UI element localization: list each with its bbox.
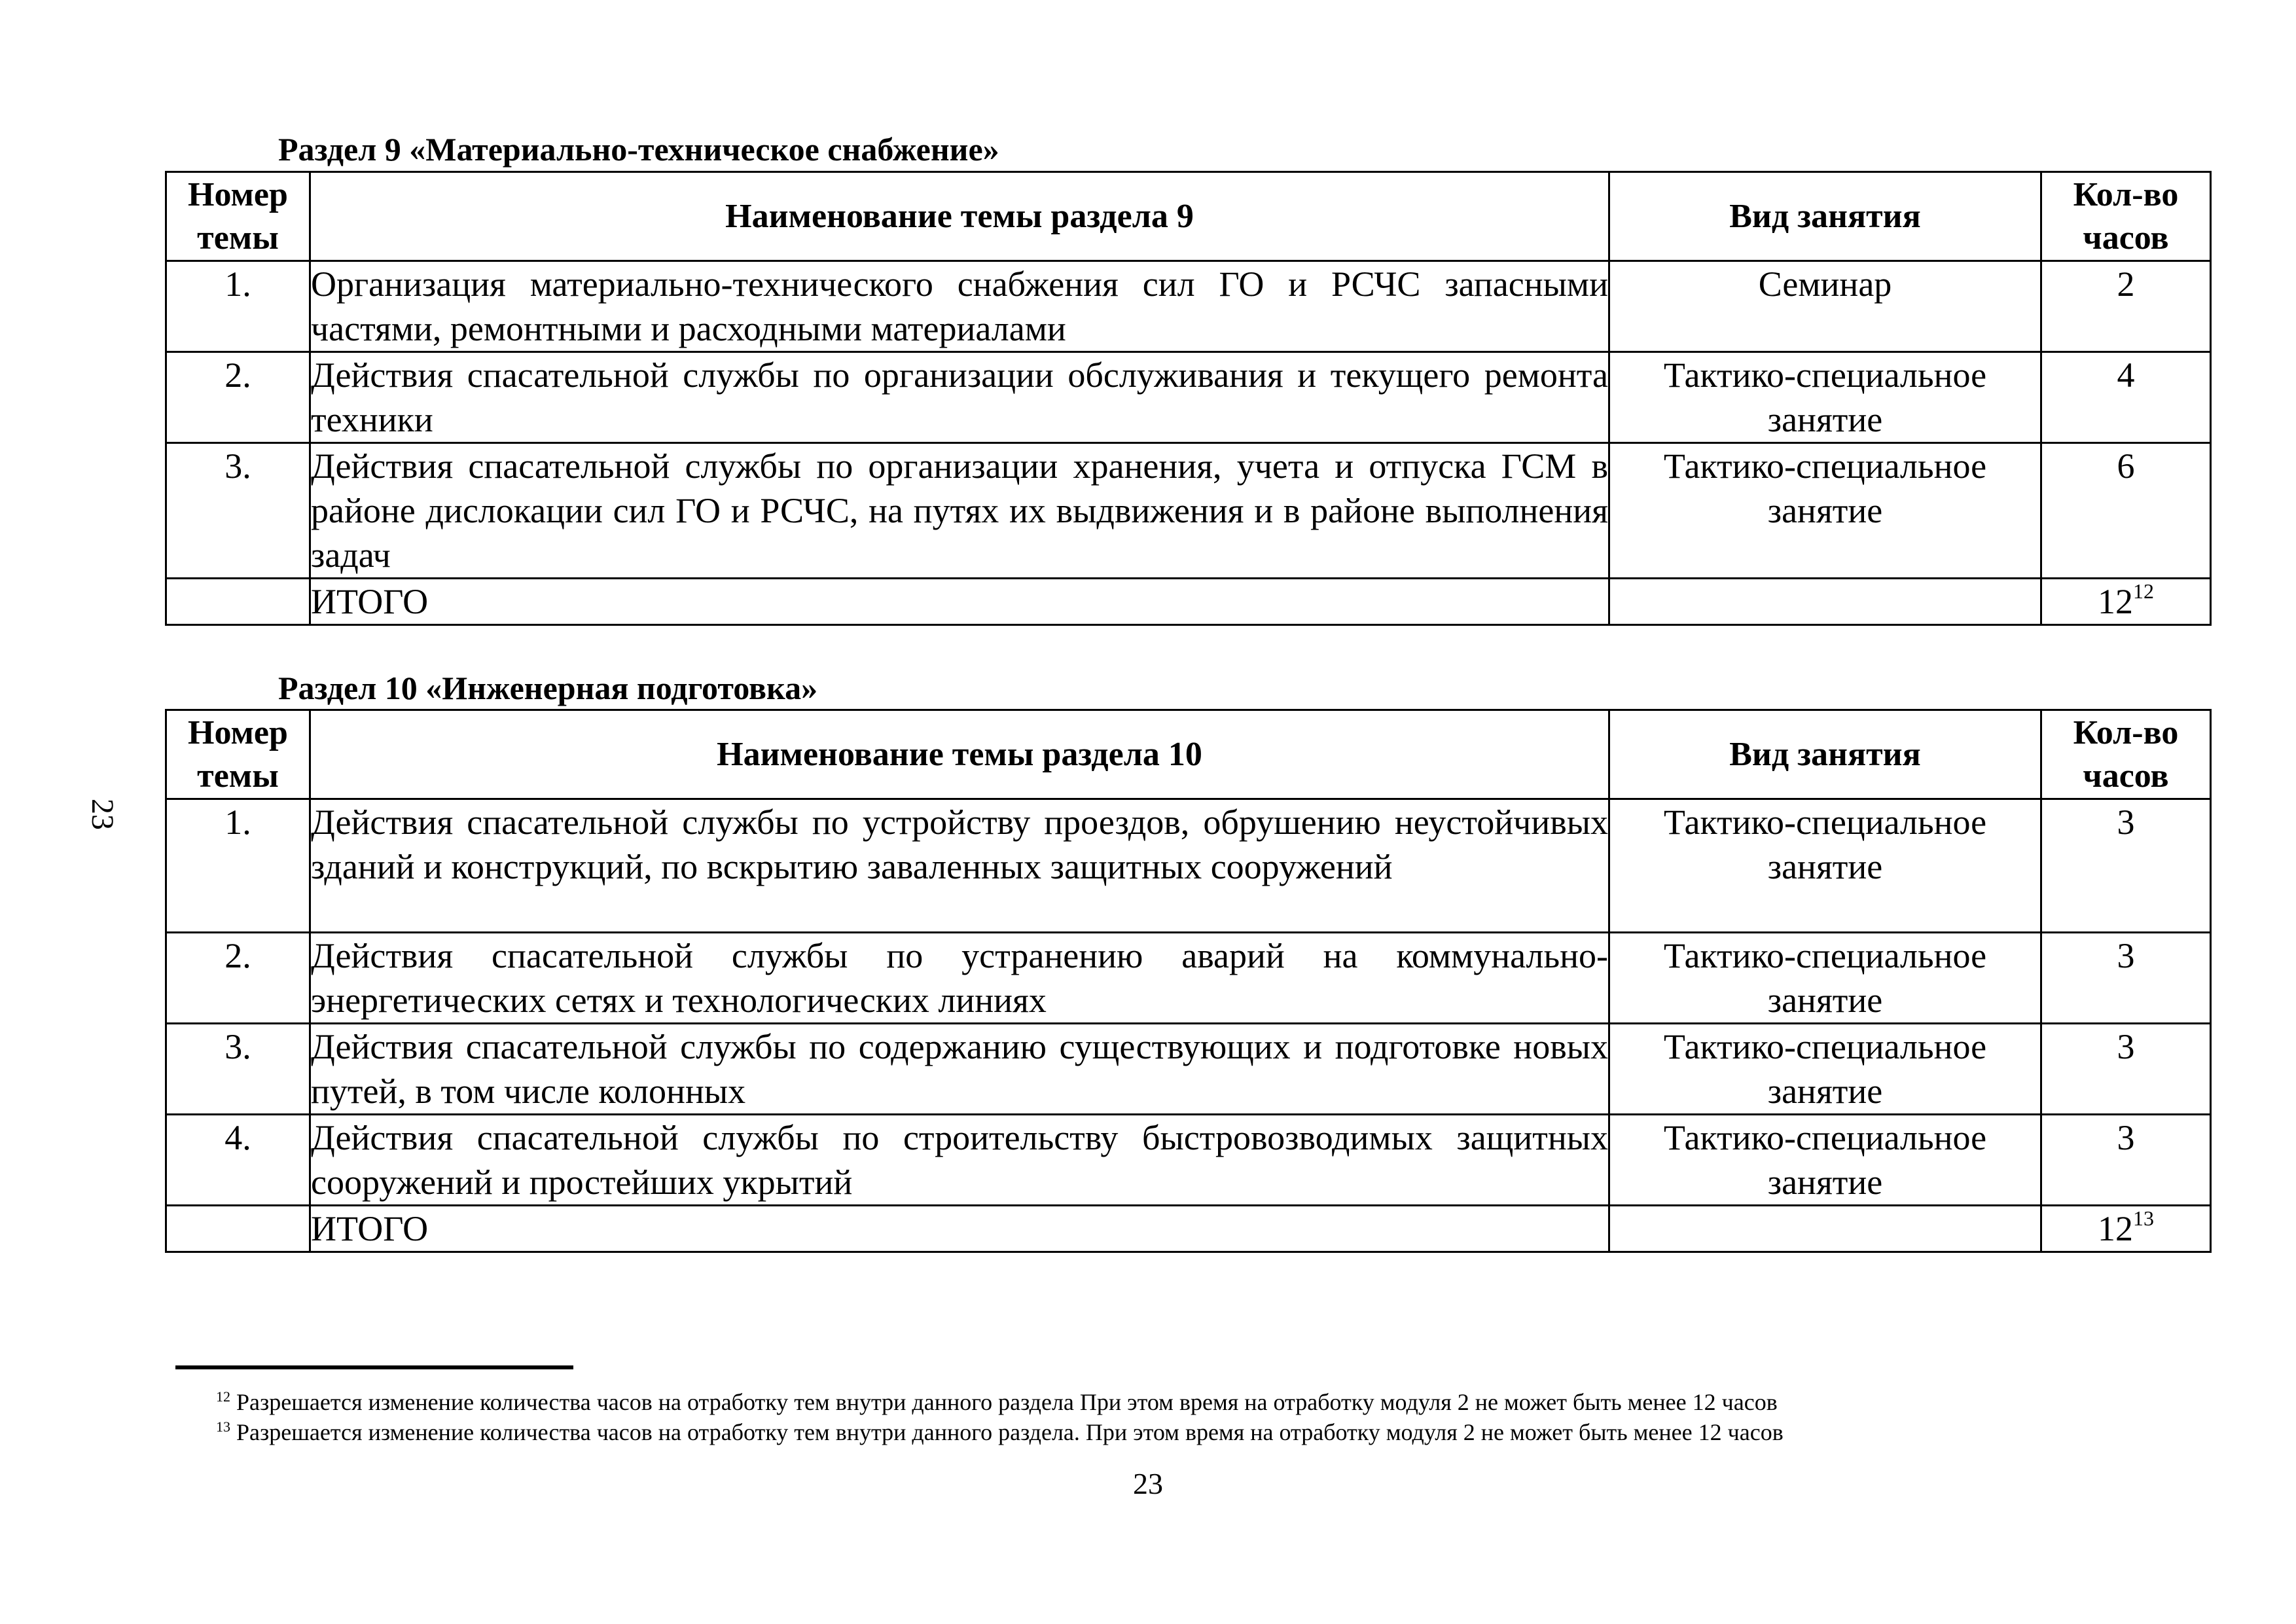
topic-name: Организация материально-технического снабжения сил ГО и РСЧС запасными частями, ремонтными и расходными материалами bbox=[310, 261, 1609, 352]
topic-name: Действия спасательной службы по организации обслуживания и текущего ремонта техники bbox=[310, 352, 1609, 443]
footnote bbox=[216, 1420, 1784, 1444]
footnote-mark: 13 bbox=[216, 1418, 230, 1435]
topic-number: 1. bbox=[166, 261, 310, 352]
header-name: Наименование темы раздела 9 bbox=[310, 172, 1609, 261]
table-row bbox=[166, 261, 2211, 352]
topic-kind: Тактико-специальное занятие bbox=[1609, 1024, 2041, 1115]
footnote-separator bbox=[175, 1365, 573, 1369]
total-row bbox=[166, 1206, 2211, 1252]
header-kind: Вид занятия bbox=[1609, 710, 2041, 799]
topic-number: 4. bbox=[166, 1115, 310, 1206]
section-10-table bbox=[165, 709, 2212, 1253]
section-9-table bbox=[165, 171, 2212, 626]
topic-number: 2. bbox=[166, 933, 310, 1024]
footnote-text: Разрешается изменение количества часов на отработку тем внутри данного раздела При этом время на отработку модуля 2 не может быть менее 12 часов bbox=[236, 1389, 1778, 1415]
total-hours: 12 bbox=[2098, 582, 2133, 621]
total-empty-cell bbox=[1609, 1206, 2041, 1252]
topic-number: 3. bbox=[166, 1024, 310, 1115]
table-row bbox=[166, 443, 2211, 579]
topic-kind: Тактико-специальное занятие bbox=[1609, 933, 2041, 1024]
topic-kind: Тактико-специальное занятие bbox=[1609, 443, 2041, 579]
header-kind: Вид занятия bbox=[1609, 172, 2041, 261]
topic-kind: Тактико-специальное занятие bbox=[1609, 799, 2041, 933]
total-label: ИТОГО bbox=[310, 579, 1609, 625]
table-row bbox=[166, 933, 2211, 1024]
table-header-row bbox=[166, 710, 2211, 799]
total-label: ИТОГО bbox=[310, 1206, 1609, 1252]
header-hours: Кол-во часов bbox=[2041, 710, 2211, 799]
topic-hours: 3 bbox=[2041, 799, 2211, 933]
topic-hours: 3 bbox=[2041, 1115, 2211, 1206]
footnote-text: Разрешается изменение количества часов на отработку тем внутри данного раздела. При этом время на отработку модуля 2 не может быть менее 12 часов bbox=[236, 1419, 1784, 1445]
topic-kind: Тактико-специальное занятие bbox=[1609, 1115, 2041, 1206]
section-10-title: Раздел 10 «Инженерная подготовка» bbox=[278, 670, 818, 706]
footnote bbox=[216, 1390, 1778, 1414]
footnote-mark: 12 bbox=[216, 1388, 230, 1405]
topic-hours: 6 bbox=[2041, 443, 2211, 579]
topic-hours: 2 bbox=[2041, 261, 2211, 352]
topic-hours: 4 bbox=[2041, 352, 2211, 443]
topic-name: Действия спасательной службы по организации хранения, учета и отпуска ГСМ в районе дислокации сил ГО и РСЧС, на путях их выдвижения и в районе выполнения задач bbox=[310, 443, 1609, 579]
topic-number: 1. bbox=[166, 799, 310, 933]
page-number: 23 bbox=[1133, 1467, 1163, 1500]
table-row bbox=[166, 799, 2211, 933]
topic-kind: Семинар bbox=[1609, 261, 2041, 352]
total-hours-cell bbox=[2041, 579, 2211, 625]
footnote-ref[interactable]: 12 bbox=[2133, 579, 2154, 603]
header-number: Номер темы bbox=[166, 710, 310, 799]
topic-hours: 3 bbox=[2041, 1024, 2211, 1115]
topic-name: Действия спасательной службы по содержанию существующих и подготовке новых путей, в том числе колонных bbox=[310, 1024, 1609, 1115]
table-header-row bbox=[166, 172, 2211, 261]
total-empty-cell bbox=[166, 579, 310, 625]
total-hours-cell bbox=[2041, 1206, 2211, 1252]
topic-name: Действия спасательной службы по строительству быстровозводимых защитных сооружений и простейших укрытий bbox=[310, 1115, 1609, 1206]
table-row bbox=[166, 1024, 2211, 1115]
topic-number: 2. bbox=[166, 352, 310, 443]
header-hours: Кол-во часов bbox=[2041, 172, 2211, 261]
table-row bbox=[166, 352, 2211, 443]
header-name: Наименование темы раздела 10 bbox=[310, 710, 1609, 799]
header-number: Номер темы bbox=[166, 172, 310, 261]
side-page-number: 23 bbox=[85, 799, 120, 830]
topic-kind: Тактико-специальное занятие bbox=[1609, 352, 2041, 443]
topic-name: Действия спасательной службы по устройству проездов, обрушению неустойчивых зданий и конструкций, по вскрытию заваленных защитных сооружений bbox=[310, 799, 1609, 933]
total-empty-cell bbox=[166, 1206, 310, 1252]
total-row bbox=[166, 579, 2211, 625]
total-empty-cell bbox=[1609, 579, 2041, 625]
total-hours: 12 bbox=[2098, 1209, 2133, 1248]
footnote-ref[interactable]: 13 bbox=[2133, 1206, 2154, 1230]
section-9-title: Раздел 9 «Материально-техническое снабжение» bbox=[278, 131, 999, 168]
topic-name: Действия спасательной службы по устранению аварий на коммунально-энергетических сетях и технологических линиях bbox=[310, 933, 1609, 1024]
table-row bbox=[166, 1115, 2211, 1206]
topic-hours: 3 bbox=[2041, 933, 2211, 1024]
topic-number: 3. bbox=[166, 443, 310, 579]
